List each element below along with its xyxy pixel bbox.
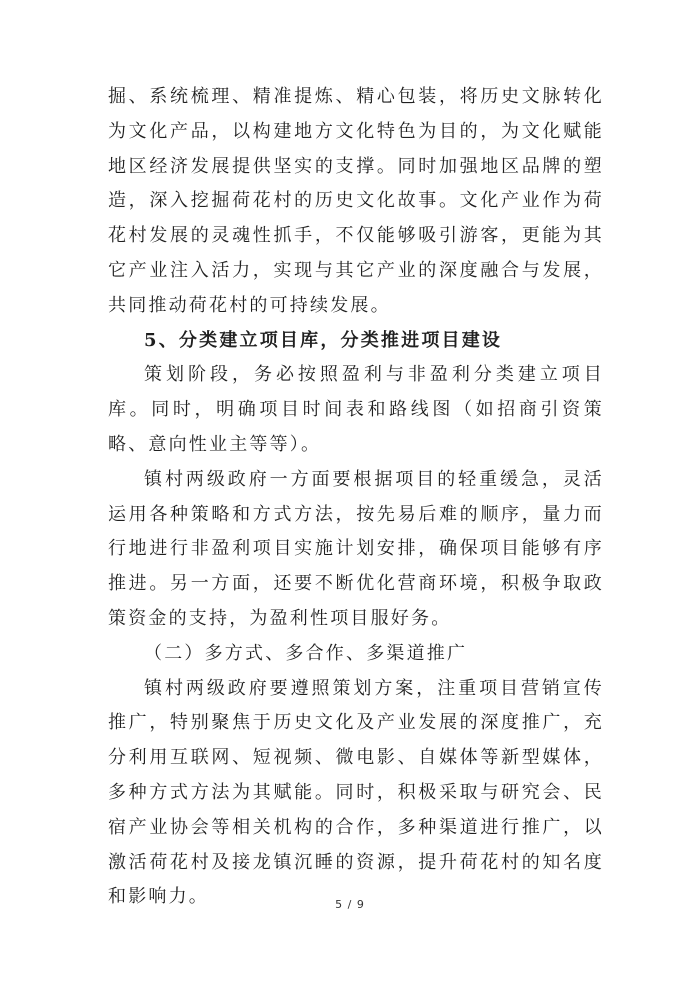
page-number: 5 / 9 (335, 898, 365, 911)
paragraph-promotion: 镇村两级政府要遵照策划方案，注重项目营销宣传推广，特别聚焦于历史文化及产业发展的深度推广，充分利用互联网、短视频、微电影、自媒体等新型媒体，多种方式方法为其赋能。同时，积极采取与研究会、民宿产业协会等相关机构的合作，多种渠道进行推广，以激活荷花村及接龙镇沉睡的资源，提升荷花村的知名度和影响力。 (108, 677, 604, 908)
section-heading-5: 5、分类建立项目库，分类推进项目建设 (144, 329, 503, 351)
section-heading-promotion: （二）多方式、多合作、多渠道推广 (144, 642, 468, 664)
document-body (108, 80, 604, 915)
paragraph-government-plan: 镇村两级政府一方面要根据项目的轻重缓急，灵活运用各种策略和方式方法，按先易后难的顺序，量力而行地进行非盈利项目实施计划安排，确保项目能够有序推进。另一方面，还要不断优化营商环境，积极争取政策资金的支持，为盈利性项目服好务。 (108, 468, 604, 629)
paragraph-continuation: 掘、系统梳理、精准提炼、精心包装，将历史文脉转化为文化产品，以构建地方文化特色为目的，为文化赋能地区经济发展提供坚实的支撑。同时加强地区品牌的塑造，深入挖掘荷花村的历史文化故事。文化产业作为荷花村发展的灵魂性抓手，不仅能够吸引游客，更能为其它产业注入活力，实现与其它产业的深度融合与发展，共同推动荷花村的可持续发展。 (108, 86, 604, 316)
paragraph-project-library: 策划阶段，务必按照盈利与非盈利分类建立项目库。同时，明确项目时间表和路线图（如招商引资策略、意向性业主等等）。 (108, 364, 604, 455)
